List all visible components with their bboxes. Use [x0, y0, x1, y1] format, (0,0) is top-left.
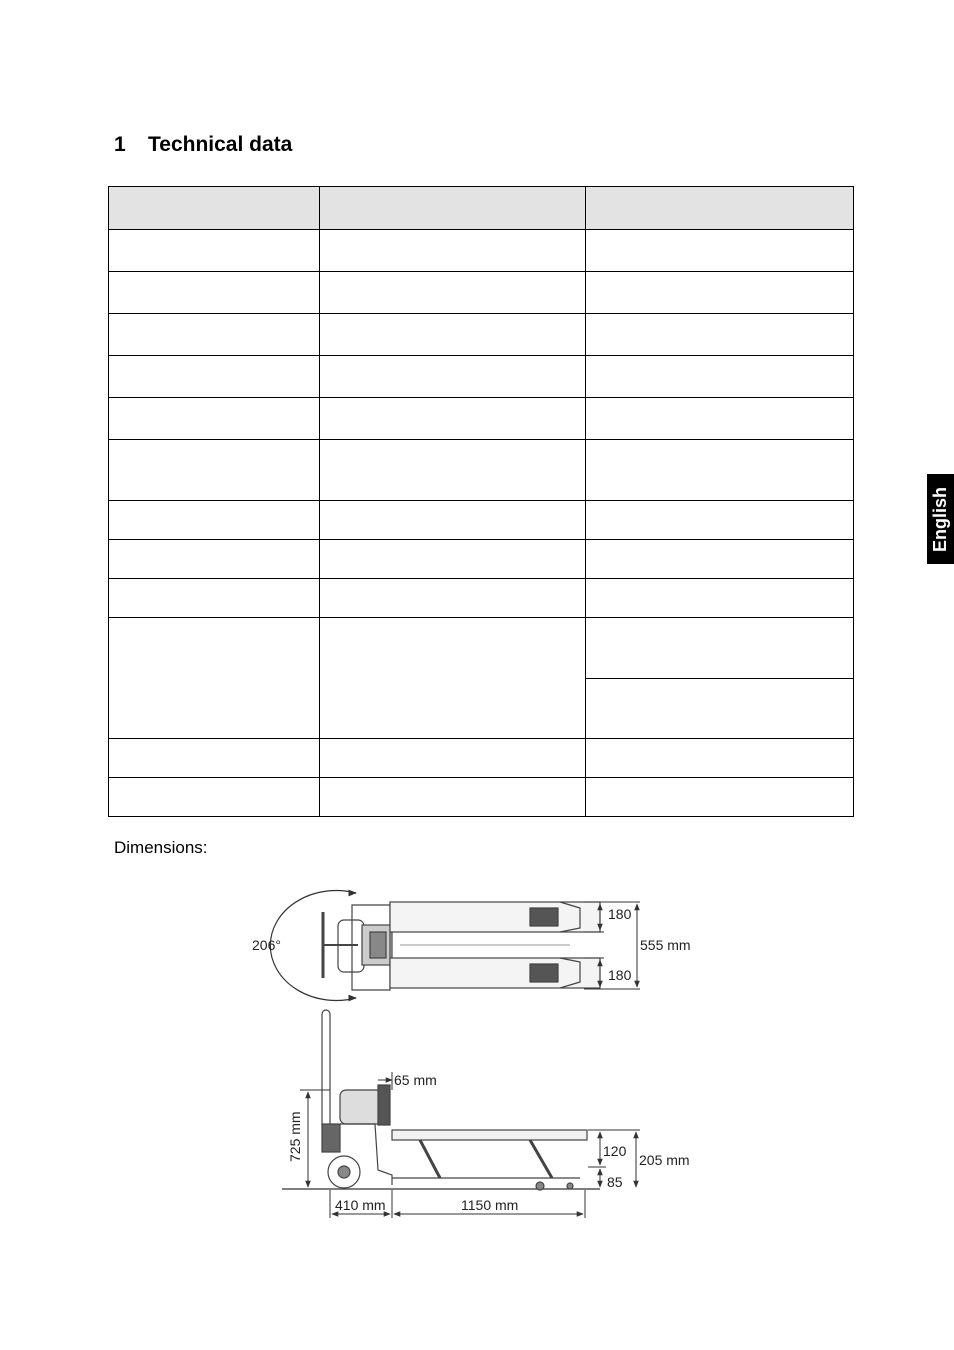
- fork-width-bottom-label: 180: [608, 967, 632, 983]
- handle-height-label: 725 mm: [287, 1111, 303, 1162]
- side-view: [282, 1010, 600, 1190]
- fork-width-top-label: 180: [608, 906, 632, 922]
- roller-bottom: [530, 964, 558, 982]
- fork-height-min-label: 65 mm: [394, 1072, 437, 1088]
- total-height-label: 205 mm: [639, 1152, 690, 1168]
- lift-label: 120: [603, 1143, 627, 1159]
- overall-width-label: 555 mm: [640, 937, 691, 953]
- fork-length-label: 1150 mm: [461, 1197, 519, 1213]
- top-view: [270, 891, 600, 1001]
- lowered-height-label: 85: [607, 1174, 623, 1190]
- handle: [322, 1010, 330, 1130]
- section-number: 1: [114, 133, 126, 156]
- language-tab-label: English: [930, 486, 951, 552]
- display-unit: [378, 1085, 390, 1125]
- fork-bottom: [390, 958, 600, 988]
- fork-side: [392, 1130, 587, 1140]
- rear-length-label: 410 mm: [335, 1197, 386, 1213]
- fork-top: [390, 902, 600, 932]
- angle-label: 206°: [252, 937, 281, 953]
- section-title: Technical data: [148, 133, 293, 156]
- roller-top: [530, 908, 558, 926]
- dimensions-label: Dimensions:: [114, 838, 208, 857]
